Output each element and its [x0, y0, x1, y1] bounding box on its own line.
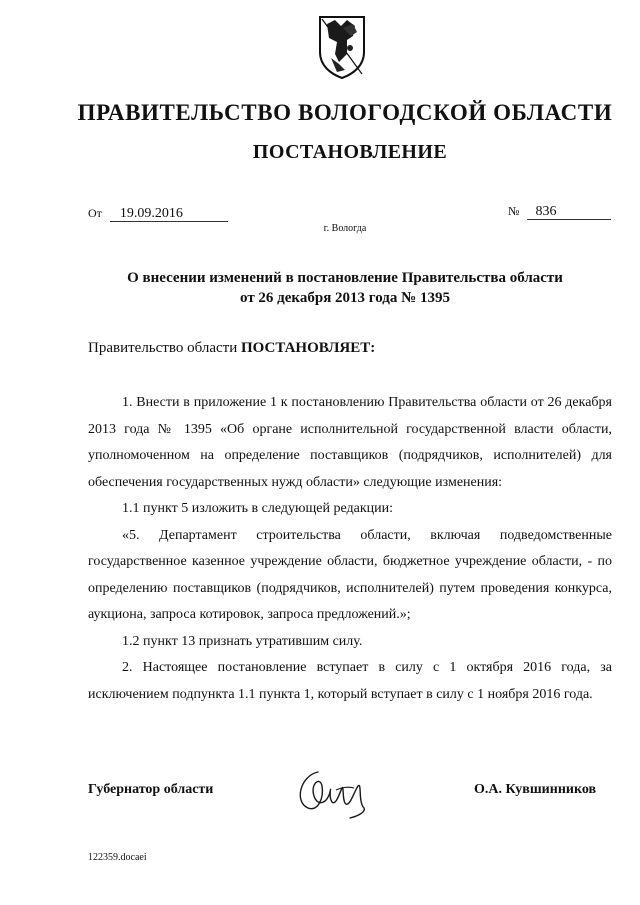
document-date: 19.09.2016	[110, 207, 228, 222]
number-row	[508, 202, 611, 220]
preamble-text: Правительство области	[88, 340, 241, 356]
subject-line-1: О внесении изменений в постановление Правительства области	[127, 270, 563, 286]
preamble-decree: ПОСТАНОВЛЯЕТ:	[240, 340, 376, 356]
subject-line-2: от 26 декабря 2013 года № 1395	[240, 290, 450, 306]
file-reference: 122359.docaei	[88, 852, 147, 863]
preamble	[88, 340, 375, 357]
coat-of-arms-icon	[317, 14, 367, 80]
paragraph-1-2: 1.2 пункт 13 признать утратившим силу.	[122, 633, 363, 649]
authority-title: ПРАВИТЕЛЬСТВО ВОЛОГОДСКОЙ ОБЛАСТИ	[77, 100, 613, 125]
number-prefix: №	[508, 204, 520, 218]
signatory-position: Губернатор области	[88, 782, 214, 797]
document-type: ПОСТАНОВЛЕНИЕ	[252, 141, 448, 163]
city: г. Вологда	[323, 223, 367, 234]
paragraph-1: 1. Внести в приложение 1 к постановлению Правительства области от 26 декабря 2013 года № 1395 «Об органе исполнительной государственной власти области, уполномоченном на определение поставщиков (подрядчиков, исполнителей) для обеспечения государственных нужд области» следующие изменения:	[88, 395, 612, 490]
signatory-name: О.А. Кувшинников	[474, 782, 597, 797]
paragraph-2: 2. Настоящее постановление вступает в силу с 1 октября 2016 года, за исключением подпункта 1.1 пункта 1, который вступает в силу с 1 ноября 2016 года.	[88, 660, 612, 702]
document-body	[88, 390, 612, 708]
quoted-paragraph: «5. Департамент строительства области, включая подведомственные государственное казенное учреждение области, бюджетное учреждение области, - по определению поставщиков (подрядчиков, исполнителей) путем проведения конкурса, аукциона, запроса котировок, запроса предложений.»;	[88, 527, 612, 622]
paragraph-1-1: 1.1 пункт 5 изложить в следующей редакции:	[122, 501, 393, 516]
date-prefix: От	[88, 206, 102, 220]
handwritten-signature	[288, 762, 376, 822]
date-row	[88, 204, 228, 222]
document-number: 836	[527, 205, 611, 220]
